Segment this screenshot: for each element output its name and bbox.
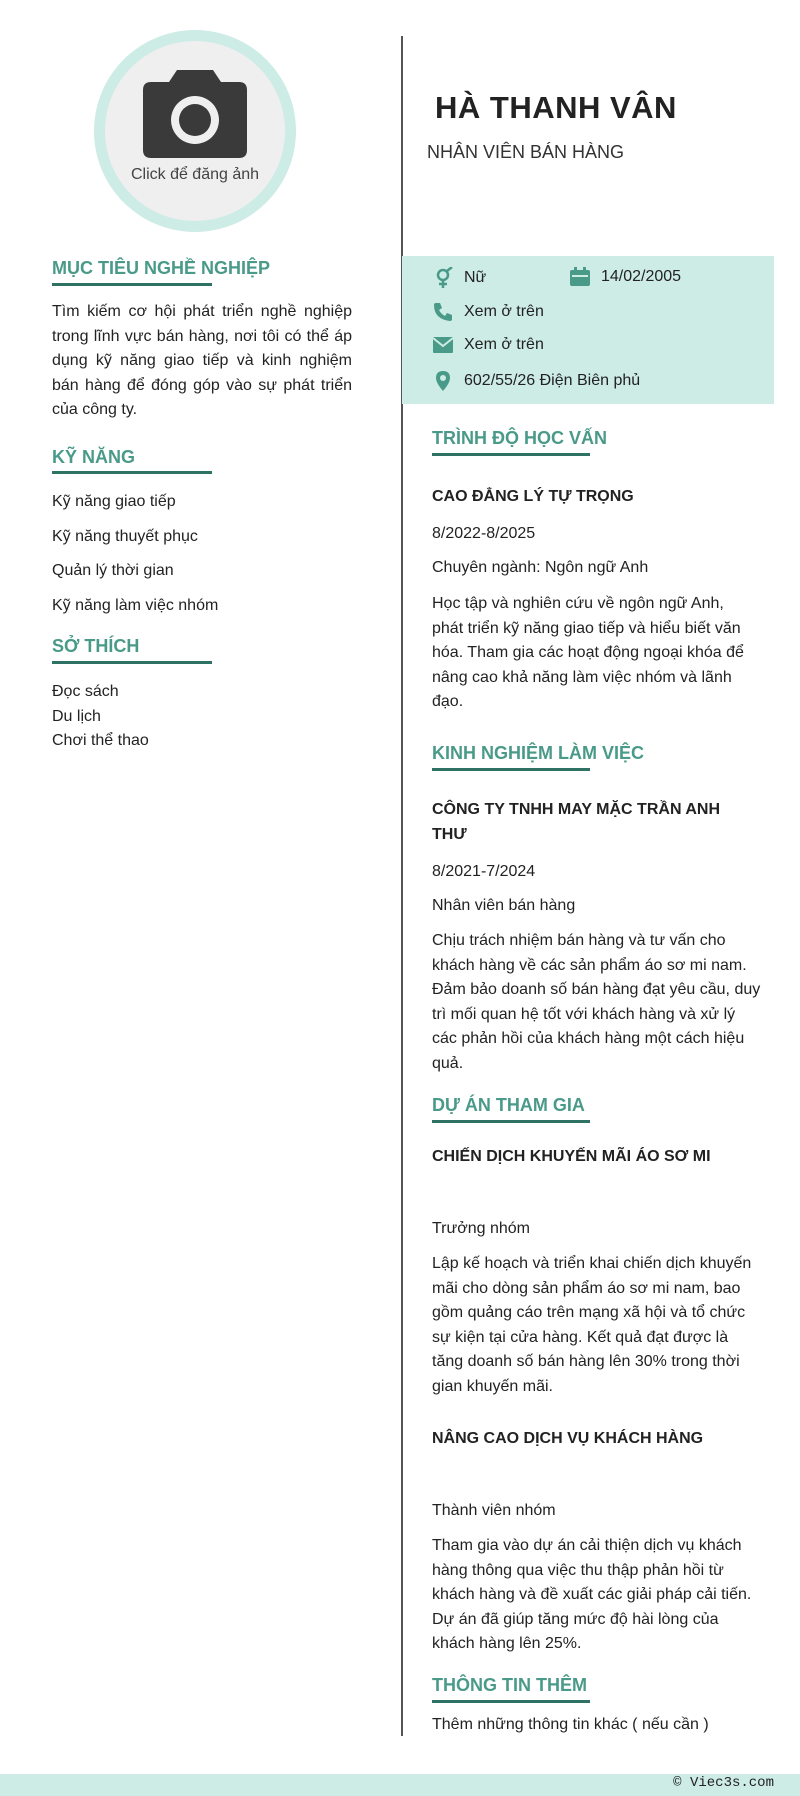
education-description: Học tập và nghiên cứu về ngôn ngữ Anh, phát triển kỹ năng giao tiếp và hiểu biết văn hóa. Tham gia các hoạt động ngoại khóa để nâng cao khả năng làm việc nhóm và lãnh đạo. xyxy=(432,595,744,710)
project-role: Trưởng nhóm xyxy=(432,1220,530,1237)
project-name: CHIẾN DỊCH KHUYẾN MÃI ÁO SƠ MI xyxy=(432,1148,711,1165)
additional-text: Thêm những thông tin khác ( nếu cần ) xyxy=(432,1716,709,1733)
skill-item: Kỹ năng giao tiếp xyxy=(52,493,176,510)
hobby-item: Đọc sách xyxy=(52,683,119,700)
gender-row xyxy=(432,267,486,289)
hobbies-title: SỞ THÍCH xyxy=(52,636,140,656)
objective-title: MỤC TIÊU NGHỀ NGHIỆP xyxy=(52,258,271,278)
experience-description: Chịu trách nhiệm bán hàng và tư vấn cho khách hàng về các sản phẩm áo sơ mi nam. Đảm bảo doanh số bán hàng đạt yêu cầu, duy trì mối quan hệ tốt với khách hàng và xử lý các phản hồi của khách hàng một cách hiệu quả. xyxy=(432,932,761,1072)
experience-underline xyxy=(432,768,590,771)
project-name: NÂNG CAO DỊCH VỤ KHÁCH HÀNG xyxy=(432,1430,704,1447)
hobby-item: Du lịch xyxy=(52,708,101,725)
camera-icon[interactable] xyxy=(141,66,249,160)
project-description: Lập kế hoạch và triển khai chiến dịch khuyến mãi cho dòng sản phẩm áo sơ mi nam, bao gồm quảng cáo trên mạng xã hội và tổ chức sự kiện tại cửa hàng. Kết quả đạt được là tăng doanh số bán hàng lên 30% trong thời gian khuyến mãi. xyxy=(432,1255,752,1395)
project-description: Tham gia vào dự án cải thiện dịch vụ khách hàng thông qua việc thu thập phản hồi từ khách hàng và đề xuất các giải pháp cải tiến. Dự án đã giúp tăng mức độ hài lòng của khách hàng lên 25%. xyxy=(432,1537,752,1652)
gender-value: Nữ xyxy=(464,269,487,286)
additional-title: THÔNG TIN THÊM xyxy=(432,1675,587,1695)
calendar-icon xyxy=(569,267,591,287)
candidate-role: NHÂN VIÊN BÁN HÀNG xyxy=(427,142,625,162)
skills-title: KỸ NĂNG xyxy=(52,447,136,467)
avatar-caption[interactable]: Click để đăng ảnh xyxy=(130,166,260,183)
objective-text: Tìm kiếm cơ hội phát triển nghề nghiệp trong lĩnh vực bán hàng, nơi tôi có thể áp dụng kỹ năng giao tiếp và kinh nghiệm bán hàng để đóng góp vào sự phát triển của công ty. xyxy=(52,303,352,418)
hobbies-underline xyxy=(52,661,212,664)
objective-underline xyxy=(52,283,212,286)
address-row xyxy=(432,370,640,392)
experience-period: 8/2021-7/2024 xyxy=(432,863,536,880)
candidate-name: HÀ THANH VÂN xyxy=(435,90,677,125)
education-period: 8/2022-8/2025 xyxy=(432,525,536,542)
skill-item: Kỹ năng thuyết phục xyxy=(52,528,198,545)
education-major: Chuyên ngành: Ngôn ngữ Anh xyxy=(432,559,649,576)
education-underline xyxy=(432,453,590,456)
projects-title: DỰ ÁN THAM GIA xyxy=(432,1095,585,1115)
gender-icon xyxy=(432,267,454,289)
birthdate-value: 14/02/2005 xyxy=(601,268,682,285)
project-role: Thành viên nhóm xyxy=(432,1502,556,1519)
phone-value: Xem ở trên xyxy=(464,303,544,320)
experience-position: Nhân viên bán hàng xyxy=(432,897,576,914)
education-school: CAO ĐẲNG LÝ TỰ TRỌNG xyxy=(432,488,634,505)
email-value: Xem ở trên xyxy=(464,336,544,353)
experience-title: KINH NGHIỆM LÀM VIỆC xyxy=(432,743,645,763)
education-title: TRÌNH ĐỘ HỌC VẤN xyxy=(432,428,607,448)
projects-underline xyxy=(432,1120,590,1123)
skills-underline xyxy=(52,471,212,474)
skill-item: Quản lý thời gian xyxy=(52,562,174,579)
skill-item: Kỹ năng làm việc nhóm xyxy=(52,597,219,614)
hobby-item: Chơi thể thao xyxy=(52,732,149,749)
phone-icon xyxy=(432,301,454,323)
experience-company: CÔNG TY TNHH MAY MẶC TRẦN ANH THƯ xyxy=(432,801,721,843)
email-row xyxy=(432,336,544,354)
additional-underline xyxy=(432,1700,590,1703)
address-value: 602/55/26 Điện Biên phủ xyxy=(464,372,641,389)
email-icon xyxy=(432,336,454,354)
location-pin-icon xyxy=(432,370,454,392)
phone-row xyxy=(432,301,544,323)
birthdate-row xyxy=(569,267,681,287)
footer-credit[interactable]: © Viec3s.com xyxy=(673,1775,774,1791)
